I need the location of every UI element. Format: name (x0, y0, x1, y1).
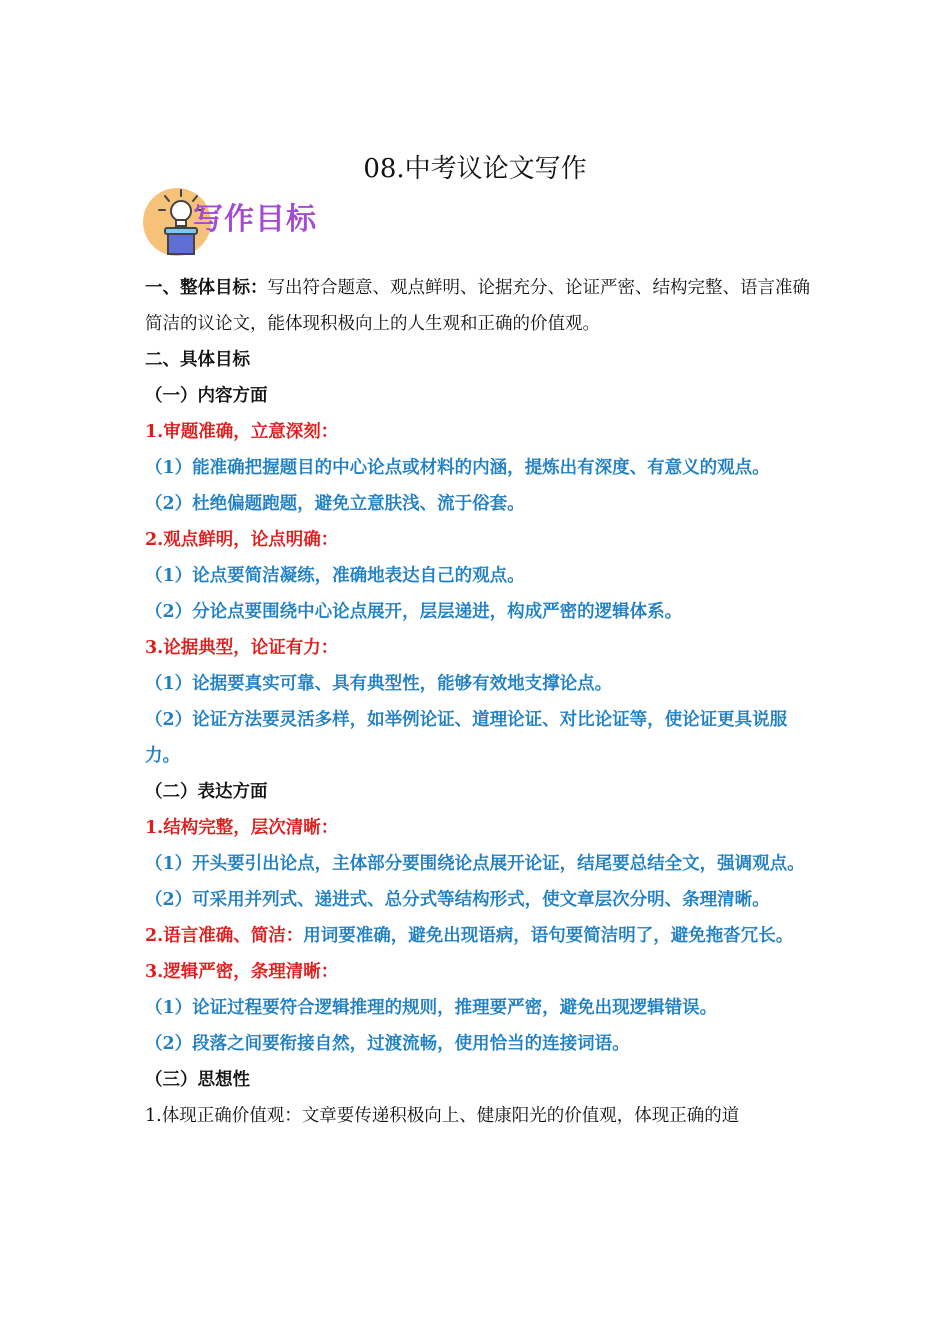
text-line (145, 486, 810, 522)
text-line (145, 954, 810, 990)
text-line (145, 702, 810, 774)
text-run: 写出符合题意、观点鲜明、论据充分、论证严密、结构完整、语言准确简洁的议论文，能体现积极向上的人生观和正确的价值观。 (145, 278, 810, 334)
text-run: 2.语言准确、简洁： (145, 926, 304, 946)
text-line (145, 810, 810, 846)
text-run: 3.论据典型，论证有力： (145, 638, 339, 658)
text-line (145, 1026, 810, 1062)
text-run: 用词要准确，避免出现语病，语句要简洁明了，避免拖沓冗长。 (303, 926, 794, 946)
text-line (145, 270, 810, 342)
text-run: 2.观点鲜明，论点明确： (145, 530, 339, 550)
text-run: 二、具体目标 (145, 350, 250, 370)
text-run: 3.逻辑严密，条理清晰： (145, 962, 339, 982)
text-line (145, 594, 810, 630)
text-run: 1.结构完整，层次清晰： (145, 818, 339, 838)
document-body (145, 270, 810, 1134)
text-run: （1）论证过程要符合逻辑推理的规则，推理要严密，避免出现逻辑错误。 (145, 998, 718, 1018)
text-run: （二）表达方面 (145, 782, 268, 802)
text-run: （1）论点要简洁凝练，准确地表达自己的观点。 (145, 566, 525, 586)
text-line (145, 378, 810, 414)
text-line (145, 666, 810, 702)
text-line (145, 882, 810, 918)
text-run: （1）能准确把握题目的中心论点或材料的内涵，提炼出有深度、有意义的观点。 (145, 458, 770, 478)
text-run: （2）分论点要围绕中心论点展开，层层递进，构成严密的逻辑体系。 (145, 602, 683, 622)
text-line (145, 558, 810, 594)
text-run: （2）论证方法要灵活多样，如举例论证、道理论证、对比论证等，使论证更具说服力。 (145, 710, 788, 766)
section-badge (143, 186, 323, 260)
text-run: （1）论据要真实可靠、具有典型性，能够有效地支撑论点。 (145, 674, 613, 694)
text-run: 1.体现正确价值观：文章要传递积极向上、健康阳光的价值观，体现正确的道 (145, 1106, 740, 1126)
text-run: （1）开头要引出论点，主体部分要围绕论点展开论证，结尾要总结全文，强调观点。 (145, 854, 805, 874)
text-line (145, 450, 810, 486)
page-title: 08.中考议论文写作 (363, 154, 587, 185)
text-line (145, 1098, 810, 1134)
text-line (145, 918, 810, 954)
text-line (145, 1062, 810, 1098)
text-line (145, 846, 810, 882)
text-line (145, 774, 810, 810)
text-run: （三）思想性 (145, 1070, 250, 1090)
text-line (145, 522, 810, 558)
text-run: （2）杜绝偏题跑题，避免立意肤浅、流于俗套。 (145, 494, 525, 514)
text-run: 1.审题准确，立意深刻： (145, 422, 339, 442)
text-line (145, 990, 810, 1026)
text-run: 一、整体目标： (145, 278, 268, 298)
text-run: （一）内容方面 (145, 386, 268, 406)
text-line (145, 342, 810, 378)
badge-label: 写作目标 (193, 202, 317, 237)
text-line (145, 630, 810, 666)
text-run: （2）可采用并列式、递进式、总分式等结构形式，使文章层次分明、条理清晰。 (145, 890, 770, 910)
text-line (145, 414, 810, 450)
text-run: （2）段落之间要衔接自然，过渡流畅，使用恰当的连接词语。 (145, 1034, 630, 1054)
